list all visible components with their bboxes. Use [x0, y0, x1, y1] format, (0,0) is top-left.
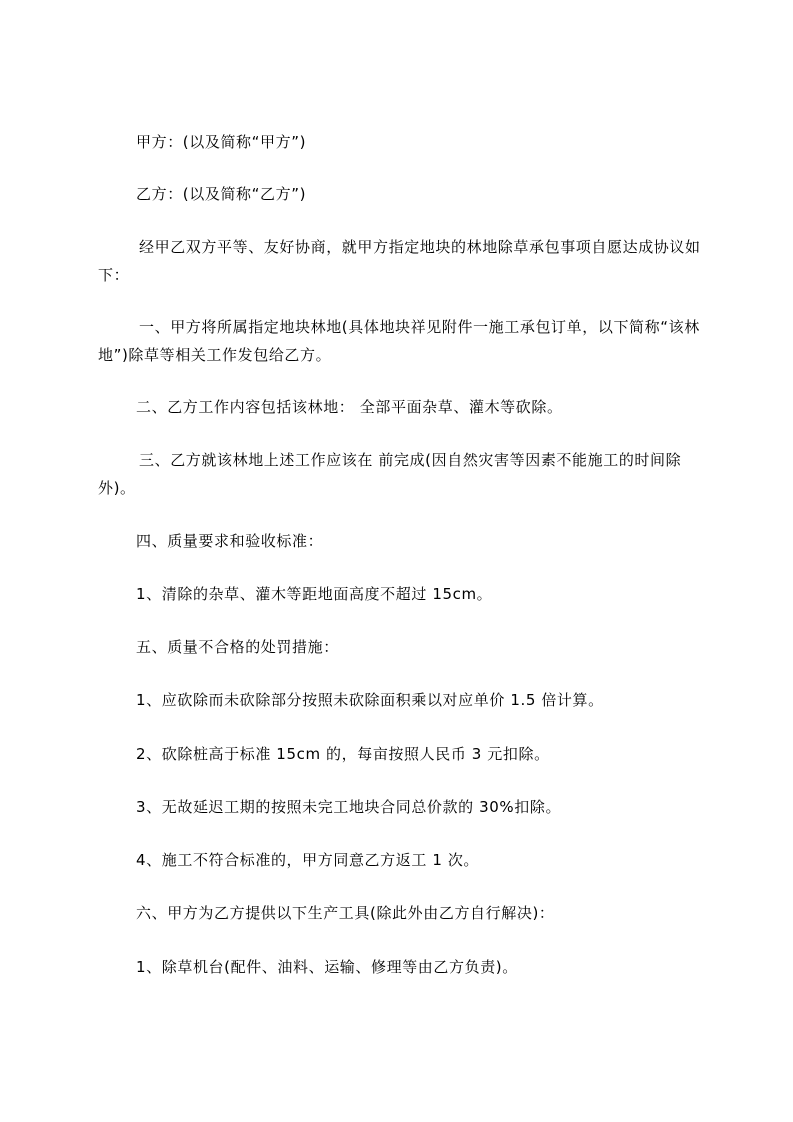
- section-4-heading: 四、质量要求和验收标准：: [136, 532, 324, 550]
- clause-3: 三、乙方就该林地上述工作应该在 前完成(因自然灾害等因素不能施工的时间除外)。: [98, 451, 682, 497]
- section-4-item-1: 1、清除的杂草、灌木等距地面高度不超过 15cm。: [136, 585, 493, 603]
- section-5-item-3: 3、无故延迟工期的按照未完工地块合同总价款的 30%扣除。: [136, 798, 562, 816]
- section-6-item-1: 1、除草机台(配件、油料、运输、修理等由乙方负责)。: [136, 958, 518, 976]
- section-5-item-2: 2、砍除桩高于标准 15cm 的，每亩按照人民币 3 元扣除。: [136, 745, 550, 763]
- clause-2: 二、乙方工作内容包括该林地： 全部平面杂草、灌木等砍除。: [136, 398, 563, 416]
- agreement-preamble: 经甲乙双方平等、友好协商，就甲方指定地块的林地除草承包事项自愿达成协议如下：: [98, 238, 701, 284]
- section-6-heading: 六、甲方为乙方提供以下生产工具(除此外由乙方自行解决)：: [136, 904, 555, 922]
- section-5-item-4: 4、施工不符合标准的，甲方同意乙方返工 1 次。: [136, 851, 480, 869]
- party-a-line: 甲方：(以及简称“甲方”): [136, 133, 307, 151]
- section-5-item-1: 1、应砍除而未砍除部分按照未砍除面积乘以对应单价 1.5 倍计算。: [136, 691, 604, 709]
- party-b-line: 乙方：(以及简称“乙方”): [136, 185, 307, 203]
- clause-1: 一、甲方将所属指定地块林地(具体地块祥见附件一施工承包订单，以下简称“该林地”)除草等相关工作发包给乙方。: [98, 318, 700, 364]
- section-5-heading: 五、质量不合格的处罚措施：: [136, 638, 339, 656]
